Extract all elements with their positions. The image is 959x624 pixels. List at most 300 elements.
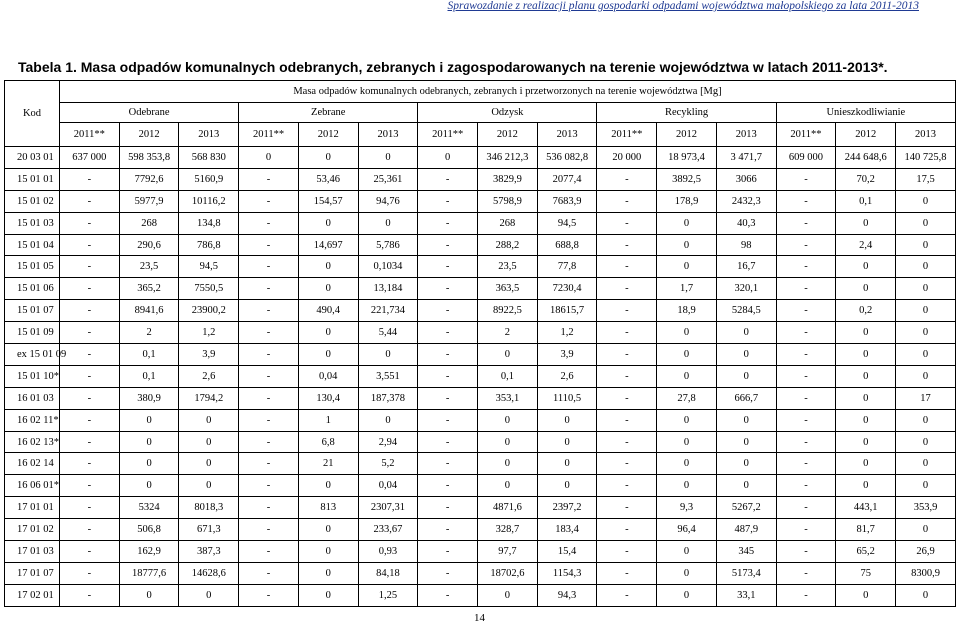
value-cell: 14628,6 [179, 562, 239, 584]
value-cell: - [239, 431, 299, 453]
value-cell: 5,2 [358, 453, 418, 475]
value-cell: 345 [716, 541, 776, 563]
value-cell: 353,1 [478, 387, 538, 409]
value-cell: - [776, 344, 836, 366]
value-cell: - [418, 519, 478, 541]
table-header [5, 81, 956, 147]
value-cell: 0 [716, 344, 776, 366]
value-cell: 84,18 [358, 562, 418, 584]
value-cell: 487,9 [716, 519, 776, 541]
value-cell: 0 [836, 475, 896, 497]
value-cell: 7792,6 [119, 168, 179, 190]
group-header: Odzysk [418, 103, 597, 123]
value-cell: - [776, 212, 836, 234]
value-cell: - [239, 387, 299, 409]
value-cell: - [239, 278, 299, 300]
table-row [5, 212, 956, 234]
value-cell: - [60, 190, 120, 212]
value-cell: 288,2 [478, 234, 538, 256]
value-cell: 0 [119, 475, 179, 497]
value-cell: 0 [657, 344, 717, 366]
table-row [5, 300, 956, 322]
value-cell: - [597, 234, 657, 256]
value-cell: 328,7 [478, 519, 538, 541]
value-cell: 0 [298, 322, 358, 344]
value-cell: 25,361 [358, 168, 418, 190]
value-cell: 0 [836, 344, 896, 366]
value-cell: - [776, 453, 836, 475]
value-cell: 0 [657, 212, 717, 234]
value-cell: 7230,4 [537, 278, 597, 300]
value-cell: - [418, 322, 478, 344]
waste-code-cell: 15 01 03 [5, 212, 60, 234]
value-cell: - [597, 541, 657, 563]
value-cell: 0 [119, 431, 179, 453]
value-cell: - [239, 541, 299, 563]
value-cell: 688,8 [537, 234, 597, 256]
value-cell: 18615,7 [537, 300, 597, 322]
value-cell: - [776, 190, 836, 212]
waste-code-cell: 17 01 01 [5, 497, 60, 519]
value-cell: 5324 [119, 497, 179, 519]
value-cell: - [776, 300, 836, 322]
value-cell: 0 [896, 453, 956, 475]
value-cell: - [597, 256, 657, 278]
value-cell: 0 [179, 475, 239, 497]
value-cell: 0 [298, 212, 358, 234]
value-cell: - [776, 541, 836, 563]
value-cell: 0 [896, 519, 956, 541]
value-cell: - [60, 234, 120, 256]
value-cell: 0 [836, 256, 896, 278]
value-cell: 0 [836, 212, 896, 234]
value-cell: 3 471,7 [716, 147, 776, 169]
table-row [5, 365, 956, 387]
value-cell: 65,2 [836, 541, 896, 563]
value-cell: - [597, 475, 657, 497]
group-header: Recykling [597, 103, 776, 123]
value-cell: 94,5 [179, 256, 239, 278]
value-cell: 0 [298, 344, 358, 366]
value-cell: - [239, 322, 299, 344]
value-cell: - [597, 584, 657, 606]
value-cell: 536 082,8 [537, 147, 597, 169]
value-cell: - [776, 168, 836, 190]
value-cell: 0 [478, 409, 538, 431]
table-caption: Tabela 1. Masa odpadów komunalnych odebranych, zebranych i zagospodarowanych na terenie województwa w latach 2011-2013*. [18, 59, 888, 75]
value-cell: - [60, 409, 120, 431]
value-cell: 7550,5 [179, 278, 239, 300]
value-cell: 0 [298, 147, 358, 169]
value-cell: 0 [358, 344, 418, 366]
value-cell: 23,5 [119, 256, 179, 278]
value-cell: - [776, 278, 836, 300]
value-cell: - [239, 190, 299, 212]
value-cell: - [239, 365, 299, 387]
value-cell: - [239, 344, 299, 366]
table-row [5, 453, 956, 475]
table-row [5, 168, 956, 190]
value-cell: 94,76 [358, 190, 418, 212]
value-cell: 0,1 [836, 190, 896, 212]
table-row [5, 431, 956, 453]
value-cell: 0 [657, 365, 717, 387]
value-cell: 0 [896, 584, 956, 606]
value-cell: - [418, 387, 478, 409]
page-number: 14 [474, 612, 485, 624]
table-row [5, 278, 956, 300]
value-cell: - [597, 278, 657, 300]
value-cell: 290,6 [119, 234, 179, 256]
value-cell: 2077,4 [537, 168, 597, 190]
value-cell: 1,2 [179, 322, 239, 344]
value-cell: - [60, 541, 120, 563]
value-cell: - [239, 497, 299, 519]
value-cell: - [418, 475, 478, 497]
value-cell: 13,184 [358, 278, 418, 300]
value-cell: 0 [537, 409, 597, 431]
value-cell: 365,2 [119, 278, 179, 300]
value-cell: 0 [836, 278, 896, 300]
table-row [5, 256, 956, 278]
value-cell: 5798,9 [478, 190, 538, 212]
value-cell: 221,734 [358, 300, 418, 322]
value-cell: 154,57 [298, 190, 358, 212]
value-cell: 18702,6 [478, 562, 538, 584]
value-cell: 134,8 [179, 212, 239, 234]
value-cell: - [776, 256, 836, 278]
table-row [5, 409, 956, 431]
value-cell: 77,8 [537, 256, 597, 278]
table-row [5, 234, 956, 256]
value-cell: 75 [836, 562, 896, 584]
value-cell: 20 000 [597, 147, 657, 169]
table-row [5, 475, 956, 497]
value-cell: - [60, 212, 120, 234]
value-cell: 0 [179, 431, 239, 453]
value-cell: 0 [657, 431, 717, 453]
value-cell: 0 [716, 365, 776, 387]
value-cell: 353,9 [896, 497, 956, 519]
waste-code-cell: 15 01 10* [5, 365, 60, 387]
value-cell: - [597, 431, 657, 453]
waste-code-cell: ex 15 01 09 [5, 344, 60, 366]
value-cell: - [597, 497, 657, 519]
waste-code-cell: 15 01 06 [5, 278, 60, 300]
value-cell: - [60, 344, 120, 366]
value-cell: - [597, 387, 657, 409]
value-cell: 363,5 [478, 278, 538, 300]
value-cell: 568 830 [179, 147, 239, 169]
value-cell: 0,1 [119, 344, 179, 366]
running-header: Sprawozdanie z realizacji planu gospodarki odpadami województwa małopolskiego za lata 2011-2013 [447, 0, 919, 12]
waste-code-cell: 20 03 01 [5, 147, 60, 169]
year-header: 2011** [776, 123, 836, 147]
value-cell: 346 212,3 [478, 147, 538, 169]
value-cell: - [239, 212, 299, 234]
value-cell: 244 648,6 [836, 147, 896, 169]
value-cell: 187,378 [358, 387, 418, 409]
value-cell: 0 [537, 431, 597, 453]
value-cell: - [418, 584, 478, 606]
value-cell: 3,551 [358, 365, 418, 387]
value-cell: 0 [896, 256, 956, 278]
value-cell: 813 [298, 497, 358, 519]
value-cell: 18777,6 [119, 562, 179, 584]
value-cell: - [60, 475, 120, 497]
value-cell: 0 [896, 300, 956, 322]
value-cell: - [418, 168, 478, 190]
value-cell: 0 [358, 212, 418, 234]
value-cell: 0 [836, 431, 896, 453]
waste-code-cell: 17 01 03 [5, 541, 60, 563]
value-cell: 0 [358, 147, 418, 169]
value-cell: - [239, 300, 299, 322]
value-cell: 0 [657, 453, 717, 475]
value-cell: 490,4 [298, 300, 358, 322]
value-cell: 609 000 [776, 147, 836, 169]
value-cell: 786,8 [179, 234, 239, 256]
value-cell: 0 [478, 431, 538, 453]
value-cell: 17 [896, 387, 956, 409]
table-row [5, 190, 956, 212]
value-cell: 666,7 [716, 387, 776, 409]
value-cell: - [60, 431, 120, 453]
value-cell: - [418, 562, 478, 584]
waste-code-cell: 17 01 07 [5, 562, 60, 584]
waste-code-cell: 15 01 09 [5, 322, 60, 344]
value-cell: 1 [298, 409, 358, 431]
value-cell: - [239, 562, 299, 584]
waste-code-cell: 17 01 02 [5, 519, 60, 541]
value-cell: 18 973,4 [657, 147, 717, 169]
value-cell: 0 [896, 212, 956, 234]
waste-table [4, 80, 956, 607]
table-row [5, 497, 956, 519]
value-cell: - [60, 453, 120, 475]
value-cell: 0 [179, 409, 239, 431]
value-cell: 14,697 [298, 234, 358, 256]
value-cell: 0 [716, 453, 776, 475]
value-cell: 0 [179, 453, 239, 475]
value-cell: 0 [298, 562, 358, 584]
value-cell: - [776, 475, 836, 497]
value-cell: 94,3 [537, 584, 597, 606]
value-cell: 0 [836, 322, 896, 344]
value-cell: - [418, 256, 478, 278]
value-cell: 15,4 [537, 541, 597, 563]
value-cell: 0 [896, 278, 956, 300]
value-cell: - [418, 453, 478, 475]
value-cell: 0 [358, 409, 418, 431]
value-cell: - [418, 431, 478, 453]
value-cell: - [418, 190, 478, 212]
value-cell: 0 [657, 409, 717, 431]
value-cell: - [418, 278, 478, 300]
value-cell: 0 [119, 584, 179, 606]
value-cell: 671,3 [179, 519, 239, 541]
value-cell: 598 353,8 [119, 147, 179, 169]
waste-code-cell: 16 01 03 [5, 387, 60, 409]
value-cell: 5160,9 [179, 168, 239, 190]
value-cell: - [60, 519, 120, 541]
value-cell: - [239, 409, 299, 431]
value-cell: - [776, 234, 836, 256]
value-cell: 0,1 [119, 365, 179, 387]
group-header-row [5, 103, 956, 123]
value-cell: 0 [478, 584, 538, 606]
value-cell: 0 [657, 584, 717, 606]
value-cell: 2,4 [836, 234, 896, 256]
value-cell: 0 [896, 322, 956, 344]
value-cell: 140 725,8 [896, 147, 956, 169]
value-cell: 162,9 [119, 541, 179, 563]
value-cell: 8922,5 [478, 300, 538, 322]
value-cell: 0 [896, 234, 956, 256]
year-header: 2012 [478, 123, 538, 147]
value-cell: 2432,3 [716, 190, 776, 212]
group-header: Unieszkodliwianie [776, 103, 955, 123]
value-cell: - [60, 300, 120, 322]
waste-code-cell: 15 01 07 [5, 300, 60, 322]
waste-code-cell: 16 02 11* [5, 409, 60, 431]
value-cell: - [597, 322, 657, 344]
value-cell: - [418, 497, 478, 519]
value-cell: 178,9 [657, 190, 717, 212]
waste-code-cell: 15 01 02 [5, 190, 60, 212]
value-cell: - [776, 497, 836, 519]
value-cell: 0 [298, 256, 358, 278]
value-cell: 1,2 [537, 322, 597, 344]
value-cell: 8018,3 [179, 497, 239, 519]
year-header: 2013 [179, 123, 239, 147]
value-cell: 0 [239, 147, 299, 169]
table-row [5, 562, 956, 584]
table-row [5, 541, 956, 563]
value-cell: - [60, 497, 120, 519]
value-cell: - [597, 300, 657, 322]
value-cell: 17,5 [896, 168, 956, 190]
value-cell: 0,04 [358, 475, 418, 497]
value-cell: 18,9 [657, 300, 717, 322]
table-row [5, 344, 956, 366]
year-header-row [5, 123, 956, 147]
value-cell: 0 [896, 431, 956, 453]
table-row [5, 147, 956, 169]
value-cell: 0,1034 [358, 256, 418, 278]
value-cell: - [776, 365, 836, 387]
value-cell: - [597, 365, 657, 387]
value-cell: 3066 [716, 168, 776, 190]
value-cell: - [60, 322, 120, 344]
value-cell: 70,2 [836, 168, 896, 190]
value-cell: - [597, 168, 657, 190]
value-cell: 53,46 [298, 168, 358, 190]
value-cell: 0 [418, 147, 478, 169]
year-header: 2013 [537, 123, 597, 147]
waste-code-cell: 15 01 01 [5, 168, 60, 190]
value-cell: 5,44 [358, 322, 418, 344]
value-cell: 0 [478, 475, 538, 497]
value-cell: 380,9 [119, 387, 179, 409]
value-cell: - [60, 562, 120, 584]
value-cell: - [597, 344, 657, 366]
value-cell: 3829,9 [478, 168, 538, 190]
year-header: 2012 [657, 123, 717, 147]
value-cell: 0 [119, 409, 179, 431]
value-cell: 21 [298, 453, 358, 475]
value-cell: - [239, 256, 299, 278]
value-cell: 0 [896, 365, 956, 387]
value-cell: 0 [657, 541, 717, 563]
value-cell: - [239, 519, 299, 541]
value-cell: - [60, 387, 120, 409]
group-header: Zebrane [239, 103, 418, 123]
value-cell: - [776, 322, 836, 344]
table-row [5, 519, 956, 541]
year-header: 2011** [239, 123, 299, 147]
value-cell: - [418, 344, 478, 366]
value-cell: 0 [657, 256, 717, 278]
value-cell: 1794,2 [179, 387, 239, 409]
value-cell: 4871,6 [478, 497, 538, 519]
value-cell: 0 [716, 431, 776, 453]
value-cell: 2,6 [537, 365, 597, 387]
value-cell: 1,7 [657, 278, 717, 300]
value-cell: 183,4 [537, 519, 597, 541]
value-cell: - [60, 256, 120, 278]
year-header: 2013 [716, 123, 776, 147]
value-cell: 637 000 [60, 147, 120, 169]
value-cell: - [776, 584, 836, 606]
value-cell: 0 [896, 190, 956, 212]
value-cell: 2397,2 [537, 497, 597, 519]
value-cell: 233,67 [358, 519, 418, 541]
value-cell: - [776, 409, 836, 431]
table-row [5, 584, 956, 606]
waste-code-cell: 15 01 05 [5, 256, 60, 278]
table-row [5, 322, 956, 344]
value-cell: 0 [119, 453, 179, 475]
value-cell: 0 [896, 409, 956, 431]
value-cell: 0 [836, 409, 896, 431]
value-cell: - [418, 541, 478, 563]
value-cell: 387,3 [179, 541, 239, 563]
value-cell: 0,1 [478, 365, 538, 387]
value-cell: 0,2 [836, 300, 896, 322]
value-cell: 5267,2 [716, 497, 776, 519]
value-cell: - [776, 519, 836, 541]
value-cell: 0 [179, 584, 239, 606]
value-cell: - [776, 387, 836, 409]
value-cell: 26,9 [896, 541, 956, 563]
value-cell: 8941,6 [119, 300, 179, 322]
value-cell: - [239, 584, 299, 606]
value-cell: 0 [298, 519, 358, 541]
value-cell: 27,8 [657, 387, 717, 409]
value-cell: - [597, 562, 657, 584]
value-cell: 1,25 [358, 584, 418, 606]
value-cell: 268 [119, 212, 179, 234]
value-cell: 0 [657, 234, 717, 256]
value-cell: - [597, 190, 657, 212]
value-cell: 16,7 [716, 256, 776, 278]
value-cell: 23900,2 [179, 300, 239, 322]
value-cell: 0 [657, 322, 717, 344]
value-cell: - [239, 234, 299, 256]
value-cell: 1110,5 [537, 387, 597, 409]
value-cell: 0,93 [358, 541, 418, 563]
